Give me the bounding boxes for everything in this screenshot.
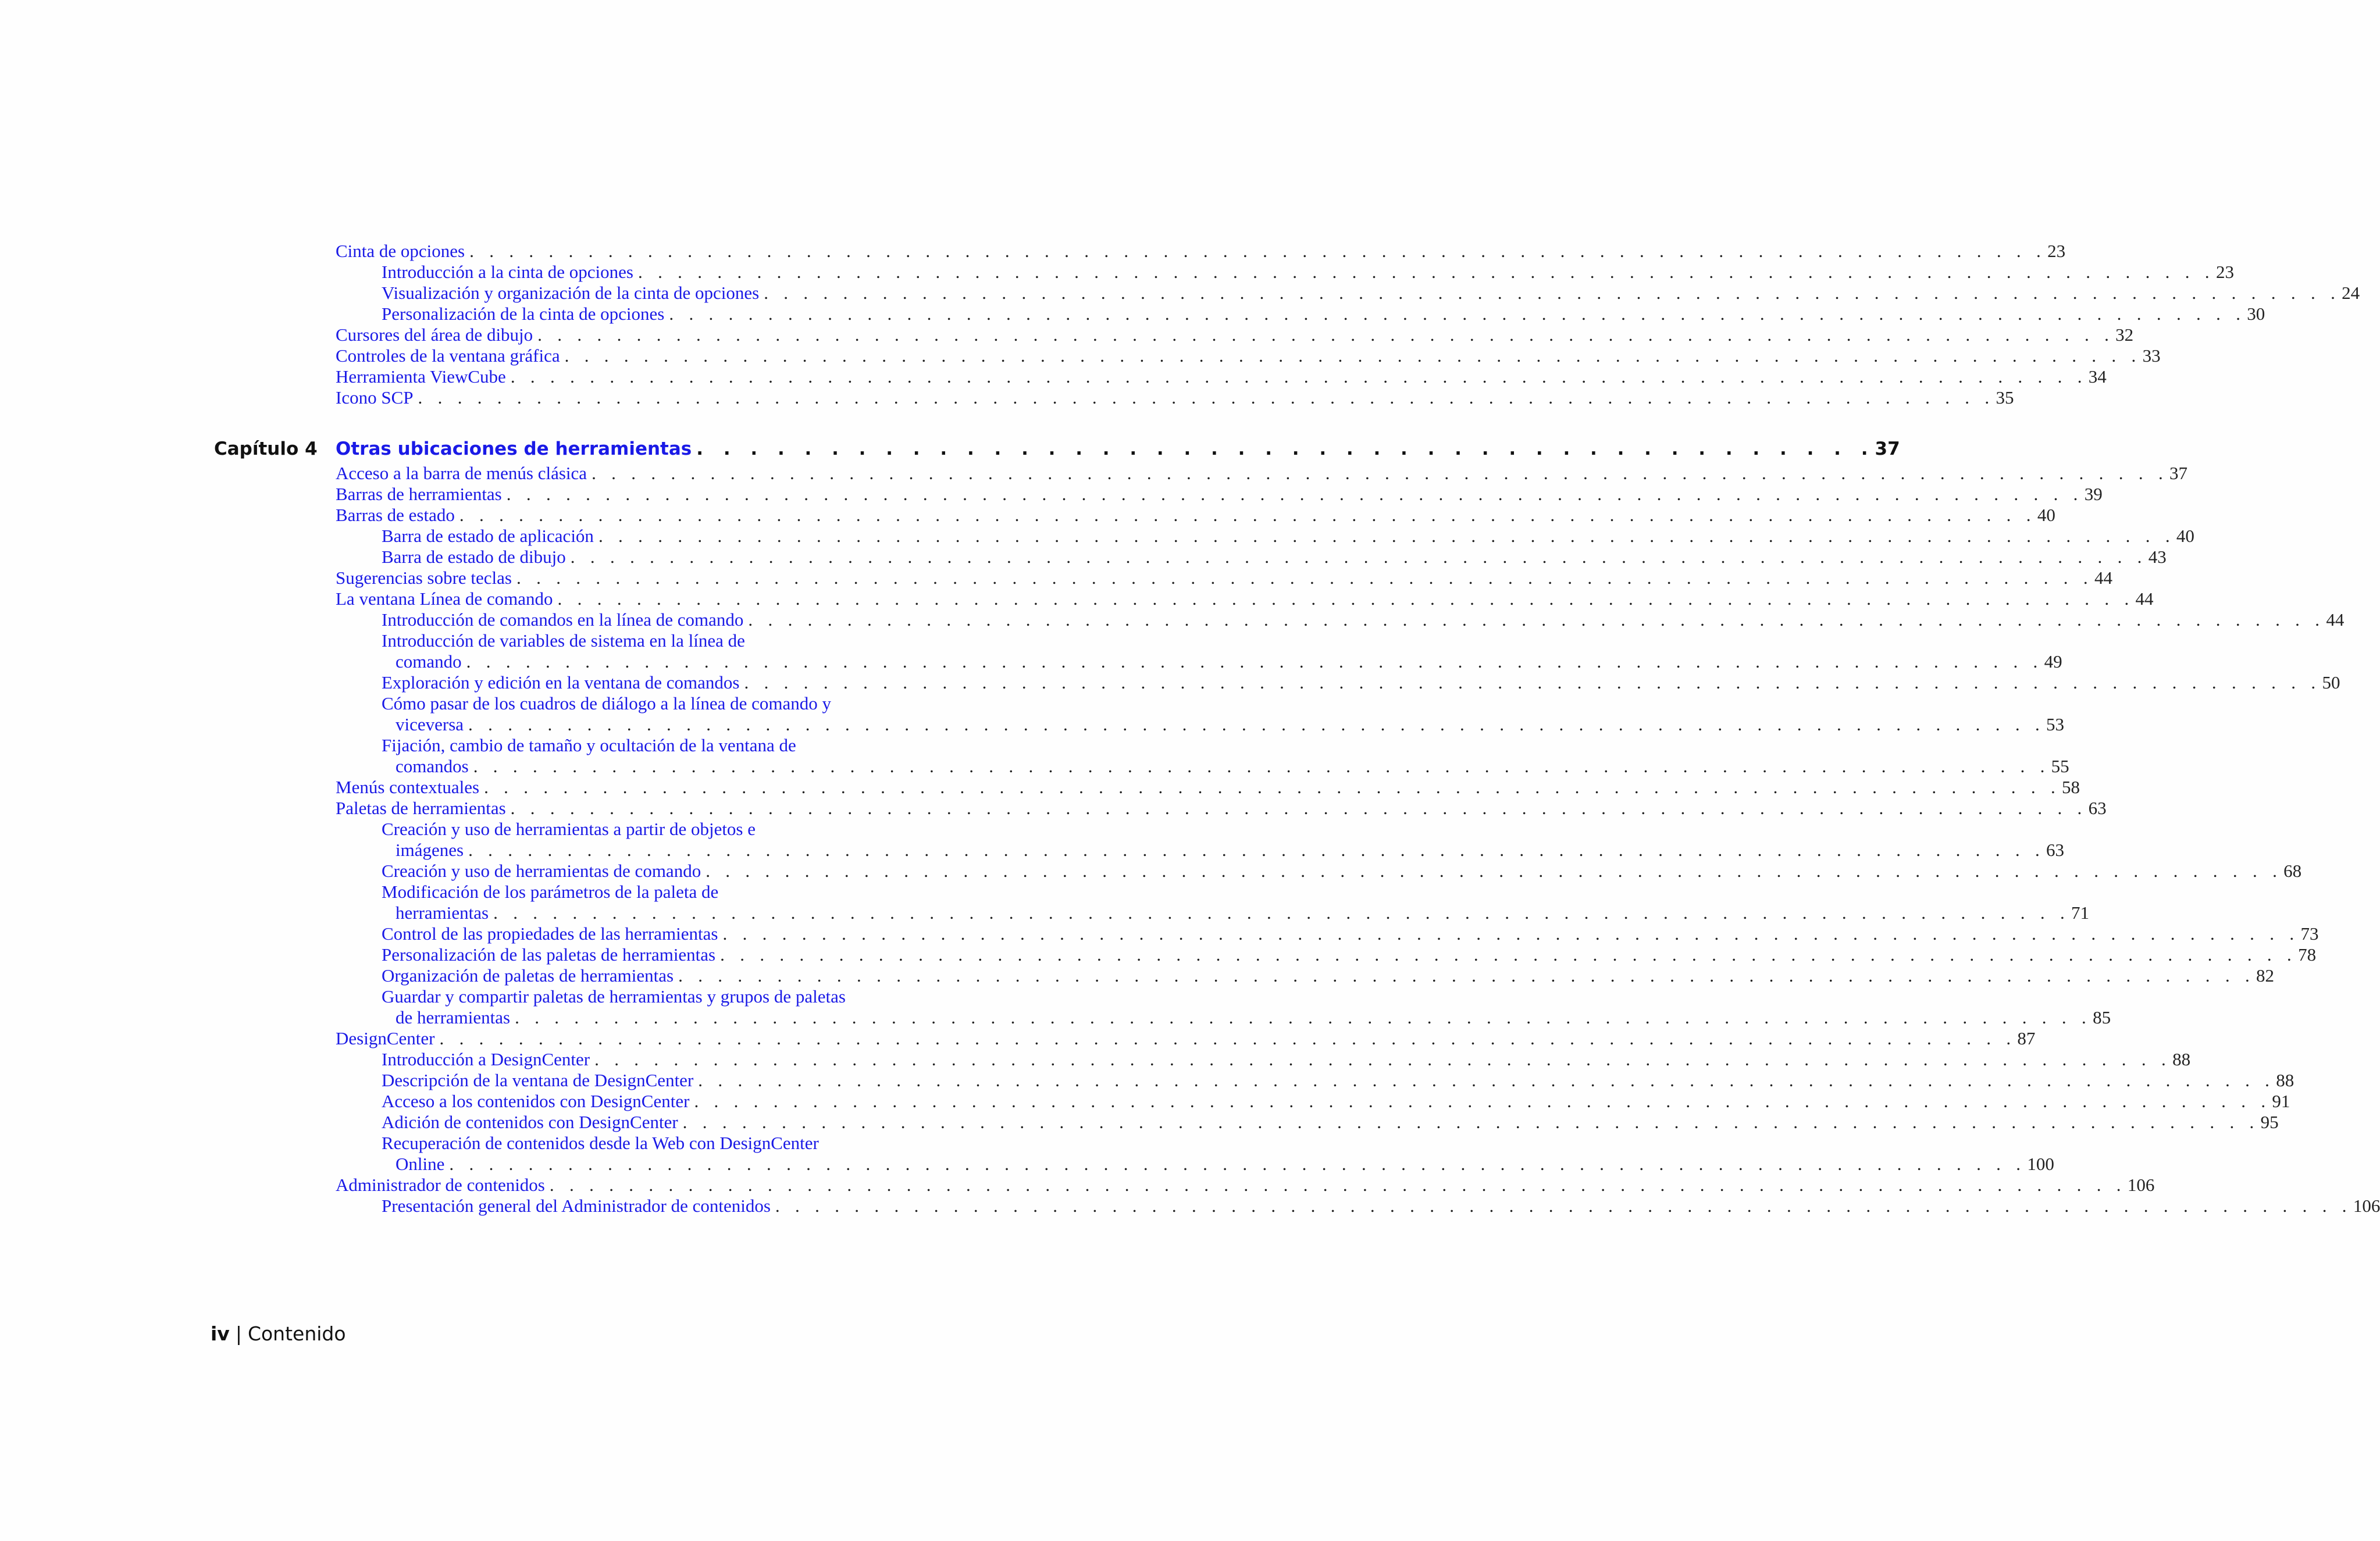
toc-entry-title[interactable]: Presentación general del Administrador de contenidos xyxy=(382,1196,771,1216)
toc-entry-page: 63 xyxy=(2088,798,2107,818)
toc-entry[interactable] xyxy=(0,324,2134,345)
toc-entry-page: 40 xyxy=(2037,505,2055,525)
dot-leader: . . . . . . . . . . . . . . . . . . . . . . . . . . . . . . . . . . . . . . . . . . . . . . . . . . . . . . . . . . . . . . . . . . . . . . . . . . . . . . . . xyxy=(473,756,2050,776)
toc-entry-title[interactable]: Visualización y organización de la cinta de opciones xyxy=(382,283,760,303)
chapter-entry[interactable] xyxy=(336,435,1900,463)
toc-entry-title[interactable]: de herramientas xyxy=(396,1007,511,1028)
toc-entry-page: 106 xyxy=(2353,1196,2380,1216)
toc-entry-page: 82 xyxy=(2256,965,2275,986)
toc-entry[interactable] xyxy=(0,923,2319,944)
toc-entry-page: 88 xyxy=(2172,1049,2191,1069)
toc-entry[interactable] xyxy=(0,366,2107,387)
toc-entry-line[interactable] xyxy=(396,714,2064,735)
toc-entry[interactable] xyxy=(0,693,1191,714)
toc-entry[interactable] xyxy=(0,526,2194,547)
toc-entry-page: 44 xyxy=(2135,588,2154,609)
toc-entry[interactable] xyxy=(0,547,2167,568)
toc-entry-page: 63 xyxy=(2046,840,2065,860)
toc-entry[interactable] xyxy=(0,1049,2191,1070)
dot-leader: . . . . . . . . . . . . . . . . . . . . . . . . . . . . . . . . . . . . . . . . . . . . . . . . . . . . . . . . . . . . . . . . . . . . . . . . . . . . . . . . xyxy=(515,1007,2092,1028)
toc-entry-line[interactable] xyxy=(396,840,2065,861)
toc-entry-line[interactable] xyxy=(336,588,2154,609)
toc-entry[interactable] xyxy=(0,1028,2036,1049)
toc-entry-title[interactable]: Personalización de la cinta de opciones xyxy=(382,304,665,324)
toc-entry-line[interactable] xyxy=(382,944,2317,965)
toc-entry-page: 55 xyxy=(2051,756,2069,776)
toc-entry-title[interactable]: comando xyxy=(396,651,462,672)
toc-entry-page: 37 xyxy=(2169,463,2188,483)
toc-entry[interactable] xyxy=(0,777,2080,798)
toc-entry-line[interactable] xyxy=(336,505,2055,526)
toc-entry-line[interactable] xyxy=(336,1175,2155,1196)
toc-entry-line[interactable] xyxy=(336,366,2107,387)
dot-leader: . . . . . . . . . . . . . . . . . . . . . . . . . . . . . . . . . . . . . . . . . . . . . . . . . . . . . . . . . . . . . . . . . . . . . . . . . . . . . . . . xyxy=(744,672,2321,693)
toc-entry-title[interactable]: Barras de estado xyxy=(336,505,455,525)
toc-entry-line[interactable] xyxy=(382,1112,2279,1133)
toc-entry[interactable] xyxy=(0,819,1191,840)
toc-entry-line[interactable] xyxy=(382,1196,2380,1217)
toc-entry-title[interactable]: Barra de estado de dibujo xyxy=(382,547,566,567)
chapter-heading xyxy=(0,435,1900,463)
toc-entry-line[interactable] xyxy=(336,241,2066,262)
toc-entry-title[interactable]: Control de las propiedades de las herramientas xyxy=(382,923,718,944)
toc-entry-title[interactable]: Cómo pasar de los cuadros de diálogo a la línea de comando y xyxy=(382,693,832,714)
toc-entry[interactable] xyxy=(0,944,2317,965)
chapter-page: 37 xyxy=(1875,438,1900,459)
toc-entry-page: 39 xyxy=(2084,484,2103,504)
dot-leader: . . . . . . . . . . . . . . . . . . . . . . . . . . . . . . . . . . . . . . . . . . . . . . . . . . . . . . . . . . . . . . . . . . . . . . . . . . . . . . . . xyxy=(506,484,2083,504)
toc-entry-page: 44 xyxy=(2094,568,2112,588)
toc-entry-title[interactable]: La ventana Línea de comando xyxy=(336,588,553,609)
dot-leader: . . . . . . . . . . . . . . . . . . . . . . . . . . . . . . . . . . . . . . . . . . . . . . . . . . . . . . . . . . . . . . . . . . . . . . . . . . . . . . . . xyxy=(510,366,2087,387)
dot-leader: . . . . . . . . . . . . . . . . . . . . . . . . . . . . . . . . . . . . . . . . . . . . . . . . . . . . . . . . . . . . . . . . . . . . . . . . . . . . . . . . xyxy=(418,387,1995,408)
toc-entry[interactable] xyxy=(0,756,2069,777)
toc-entry-title[interactable]: viceversa xyxy=(396,714,464,734)
toc-entry[interactable] xyxy=(0,463,2188,484)
toc-entry-line[interactable] xyxy=(336,484,2103,505)
toc-entry-page: 23 xyxy=(2215,262,2234,282)
toc-entry-page: 53 xyxy=(2046,714,2064,734)
toc-entry-page: 106 xyxy=(2127,1175,2155,1195)
toc-entry-page: 85 xyxy=(2093,1007,2111,1028)
toc-entry[interactable] xyxy=(0,630,1191,651)
dot-leader: . . . . . . . . . . . . . . . . . . . . . . . . . . . . . . . . . . . . . . . . . . . . . . . . . . . . . . . . . . . . . . . . . . . . . . . . . . . . . . . . xyxy=(698,1070,2275,1090)
dot-leader: . . . . . . . . . . . . . . . . . . . . . . . . . . . . . . . . . . . . . . . . . . . . . . . . . . . . . . . . . . . . . . . . . . . . . . . . . . . . . . . . xyxy=(592,463,2169,483)
toc-entry[interactable] xyxy=(0,735,1191,756)
toc-entry-title[interactable]: Introducción a la cinta de opciones xyxy=(382,262,633,282)
toc-entry[interactable] xyxy=(0,965,2275,986)
toc-entry[interactable] xyxy=(0,651,2062,672)
toc-entry[interactable] xyxy=(0,1154,2054,1175)
toc-entry-line[interactable] xyxy=(336,1028,2036,1049)
toc-entry-line[interactable] xyxy=(382,547,2167,568)
toc-entry-line[interactable] xyxy=(396,756,2069,777)
toc-entry[interactable] xyxy=(0,1112,2279,1133)
toc-entry-line[interactable] xyxy=(382,672,2340,693)
toc-entry-title[interactable]: Creación y uso de herramientas de comando xyxy=(382,861,701,881)
footer-section: Contenido xyxy=(247,1322,346,1345)
toc-entry-line[interactable] xyxy=(336,777,2080,798)
toc-entry-title[interactable]: Menús contextuales xyxy=(336,777,480,797)
dot-leader: . . . . . . . . . . . . . . . . . . . . . . . . . . . . . . . . . . . . . . . . . . . . . . . . . . . . . . . . . . . . . . . . . . . . . . . . . . . . . . . . xyxy=(449,1154,2026,1174)
toc-entry-line[interactable] xyxy=(336,345,2161,366)
toc-entry[interactable] xyxy=(0,484,2103,505)
toc-entry[interactable] xyxy=(0,903,2090,923)
toc-entry-page: 35 xyxy=(1996,387,2014,408)
toc-entry-page: 71 xyxy=(2071,903,2090,923)
chapter-label: Capítulo 4 xyxy=(214,438,318,459)
toc-entry-page: 68 xyxy=(2283,861,2302,881)
dot-leader: . . . . . . . . . . . . . . . . . . . . . . . . . . . . . . . . . . . . . . . . . . . . . . . . . . . . . . . . . . . . . . . . . . . . . . . . . . . . . . . . xyxy=(439,1028,2016,1048)
toc-entry-line[interactable] xyxy=(336,324,2134,345)
toc-entry[interactable] xyxy=(0,714,2064,735)
toc-entry-title[interactable]: Acceso a los contenidos con DesignCenter xyxy=(382,1091,690,1111)
toc-entry[interactable] xyxy=(0,1133,1191,1154)
toc-entry-title[interactable]: Administrador de contenidos xyxy=(336,1175,545,1195)
dot-leader: . . . . . . . . . . . . . . . . . . . . . . . . . . . . . . . . . . . . . . . . . . . . . . . . . . . . . . . . . . . . . . . . . . . . . . . . . . . . . . . . xyxy=(764,283,2341,303)
table-of-contents xyxy=(0,241,2380,1217)
toc-entry-line[interactable] xyxy=(336,798,2107,819)
toc-entry-page: 91 xyxy=(2272,1091,2290,1111)
dot-leader: . . . . . . . . . . . . . . . . . . . . . . . . . . . . . . . . . . . . . . . . . . . . . . . . . . . . . . . . . . . . . . . . . . . . . . . . . . . . . . . . xyxy=(694,1091,2271,1111)
toc-entry-page: 32 xyxy=(2115,324,2134,345)
toc-entry-page: 95 xyxy=(2260,1112,2279,1132)
toc-entry-line[interactable] xyxy=(336,568,2112,588)
toc-entry-page: 49 xyxy=(2044,651,2062,672)
toc-entry-title[interactable]: Recuperación de contenidos desde la Web con DesignCenter xyxy=(382,1133,819,1153)
toc-entry-line[interactable] xyxy=(396,1007,2111,1028)
toc-entry-title[interactable]: comandos xyxy=(396,756,469,776)
dot-leader: . . . . . . . . . . . . . . . . . . . . . . . . . . . . . . . . . . . . . . . . . . . . . . . . . . . . . . . . . . . . . . . . . . . . . . . . . . . . . . . . xyxy=(720,944,2297,965)
toc-entry[interactable] xyxy=(0,672,2340,693)
toc-entry[interactable] xyxy=(0,1091,2290,1112)
toc-entry[interactable] xyxy=(0,1196,2380,1217)
toc-entry[interactable] xyxy=(0,986,1191,1007)
toc-entry-line[interactable] xyxy=(336,463,2188,484)
toc-entry-page: 33 xyxy=(2142,345,2161,366)
toc-entry[interactable] xyxy=(0,798,2107,819)
toc-entry-page: 40 xyxy=(2176,526,2194,546)
toc-entry-title[interactable]: Barras de herramientas xyxy=(336,484,502,504)
toc-section-a xyxy=(0,241,2360,408)
dot-leader: . . . . . . . . . . . . . . . . . . . . . . . . . . . . . . . . . . . . . . . . . . . . . . . . . . . . . . . . . . . . . . . . . . . . . . . . . . . . . . . . xyxy=(722,923,2300,944)
toc-entry-line[interactable] xyxy=(382,304,2265,324)
toc-entry-title[interactable]: Adición de contenidos con DesignCenter xyxy=(382,1112,678,1132)
dot-leader: . . . . . . . . . . . . . . . . . . . . . . . . . . . . . . . . . . . . . . . . . . . . . . . . . . . . . . . . . . . . . . . . . . . . . . . . . . . . . . . . xyxy=(549,1175,2126,1195)
toc-entry[interactable] xyxy=(0,387,2014,408)
dot-leader: . . . . . . . . . . . . . . . . . . . . . . . . . . . . . . . . . . . . . . . . . . . . . . . . . . . . . . . . . . . . . . . . . . . . . . . . . . . . . . . . xyxy=(748,609,2325,630)
dot-leader: . . . . . . . . . . . . . . . . . . . . . . . . . . . . . . . . . . . . . . . . . . . . . . . . . . . . . . . . . . . . . . . . . . . . . . . . . . . . . . . . xyxy=(706,861,2283,881)
dot-leader: . . . . . . . . . . . . . . . . . . . . . . . . . . . . . . . . . . . . . . . . . . . . . . . . . . . . . . . . . . . . . . . . . . . . . . . . . . . . . . . . xyxy=(516,568,2093,588)
dot-leader: . . . . . . . . . . . . . . . . . . . . . . . . . . . . . . . . . . . . . . . . . . . . . . . . . . . . . . . . . . . . . . . . . . . . . . . . . . . . . . . . xyxy=(594,1049,2172,1069)
toc-entry-page: 87 xyxy=(2017,1028,2036,1048)
dot-leader: . . . . . . . . . . . . . . . . . . . . . . . . . . . . . . . . . . . . . . . . . . . . . . . . . . . . . . . . . . . . . . . . . . . . . . . . . . . . . . . . xyxy=(537,324,2115,345)
toc-entry-title[interactable]: Exploración y edición en la ventana de comandos xyxy=(382,672,740,693)
toc-entry-line[interactable] xyxy=(382,609,2345,630)
toc-entry-line[interactable] xyxy=(382,526,2194,547)
toc-entry-page: 58 xyxy=(2062,777,2080,797)
toc-entry-title[interactable]: Online xyxy=(396,1154,445,1174)
toc-entry-line[interactable] xyxy=(382,1070,2295,1091)
toc-entry-line[interactable] xyxy=(382,923,2319,944)
toc-entry-title[interactable]: imágenes xyxy=(396,840,464,860)
dot-leader: . . . . . . . . . . . . . . . . . . . . . . . . . . . . . . . . . . . . . . . . . . . . . . . . . . . . . . . . . . . . . . . . . . . . . . . . . . . . . . . . xyxy=(469,241,2047,261)
toc-entry-line[interactable] xyxy=(336,387,2014,408)
footer-page-number: iv xyxy=(211,1322,230,1345)
toc-entry-page: 44 xyxy=(2326,609,2345,630)
toc-entry[interactable] xyxy=(0,609,2345,630)
toc-entry-line[interactable] xyxy=(382,283,2360,304)
dot-leader: . . . . . . . . . . . . . . . . . . . . . . . . . . . . . . . . . . . . . . . . . . . . . . . . . . . . . . . . . . . . . . . . . . . . . . . . . . . . . . . . xyxy=(484,777,2061,797)
toc-entry[interactable] xyxy=(0,861,2302,882)
toc-entry-title[interactable]: Introducción de comandos en la línea de comando xyxy=(382,609,744,630)
toc-entry-title[interactable]: Organización de paletas de herramientas xyxy=(382,965,674,986)
toc-entry-title[interactable]: herramientas xyxy=(396,903,489,923)
toc-entry-page: 34 xyxy=(2088,366,2107,387)
toc-entry[interactable] xyxy=(0,241,2066,262)
toc-entry-title[interactable]: Controles de la ventana gráfica xyxy=(336,345,560,366)
dot-leader: . . . . . . . . . . . . . . . . . . . . . . . . . . . . . . . . . . . . . . . . . . . . . . . . . . . . . . . . . . . . . . . . . . . . . . . . . . . . . . . . xyxy=(468,714,2045,734)
toc-entry-page: 73 xyxy=(2300,923,2319,944)
toc-entry-line[interactable] xyxy=(396,1154,2054,1175)
toc-entry-page: 43 xyxy=(2148,547,2167,567)
toc-entry-page: 78 xyxy=(2298,944,2317,965)
toc-entry-line[interactable] xyxy=(382,1049,2191,1070)
toc-entry-line[interactable] xyxy=(382,861,2302,882)
toc-entry-line[interactable] xyxy=(382,262,2234,283)
toc-entry-page: 88 xyxy=(2276,1070,2295,1090)
dot-leader: . . . . . . . . . . . . . . . . . . . . . . . . . . . . . . . . . . . . . . . . . . . . . . . . . . . . . . . . . . . . . . . . . . . . . . . . . . . . . . . . xyxy=(682,1112,2260,1132)
toc-entry-title[interactable]: Introducción de variables de sistema en la línea de xyxy=(382,630,745,651)
toc-entry[interactable] xyxy=(0,262,2234,283)
toc-entry-line[interactable] xyxy=(382,965,2275,986)
toc-entry-line[interactable] xyxy=(396,651,2062,672)
toc-entry-title[interactable]: Creación y uso de herramientas a partir de objetos e xyxy=(382,819,756,839)
toc-entry-title[interactable]: Introducción a DesignCenter xyxy=(382,1049,590,1069)
dot-leader: . . . . . . . . . . . . . . . . . . . . . . . . . . . . . . . . . . . . . . . . . . . . . . . . . . . . . . . . . . . . . . . . . . . . . . . . . . . . . . . . xyxy=(466,651,2043,672)
toc-entry-title[interactable]: Cinta de opciones xyxy=(336,241,465,261)
toc-entry-page: 50 xyxy=(2322,672,2340,693)
toc-entry-title[interactable]: Guardar y compartir paletas de herramientas y grupos de paletas xyxy=(382,986,846,1007)
toc-entry-line[interactable] xyxy=(382,1091,2290,1112)
toc-entry-title[interactable]: Modificación de los parámetros de la paleta de xyxy=(382,882,719,902)
dot-leader: . . . . . . . . . . . . . . . . . . . . . . . . . . . . . . . . . . . . . . . . . . . . . . . . . . . . . . . . . . . . . . . . . . . . . . . . . . . . . . . . xyxy=(775,1196,2352,1216)
page-footer xyxy=(211,1322,346,1345)
toc-section-b xyxy=(0,463,2380,1217)
toc-entry-title[interactable]: Paletas de herramientas xyxy=(336,798,506,818)
toc-entry[interactable] xyxy=(0,840,2065,861)
footer-separator: | xyxy=(235,1322,242,1345)
toc-entry[interactable] xyxy=(0,1070,2295,1091)
toc-entry-line[interactable] xyxy=(396,903,2090,923)
toc-entry[interactable] xyxy=(0,1175,2155,1196)
toc-entry[interactable] xyxy=(0,882,1191,903)
toc-entry-title[interactable]: Sugerencias sobre teclas xyxy=(336,568,512,588)
toc-entry-title[interactable]: DesignCenter xyxy=(336,1028,435,1048)
toc-entry-page: 24 xyxy=(2342,283,2360,303)
dot-leader: . . . . . . . . . . . . . . . . . . . . . . . . . . . . . . . . . . . . . . . . . . . . . . . . . . . . . . . . . . . . . . . . . . . . . . . . . . . . . . . . xyxy=(669,304,2246,324)
dot-leader: . . . . . . . . . . . . . . . . . . . . . . . . . . . . . . . . . . . . . . . . . . . . . . . . . . . . . . . . . . . . . . . . . . . . . . . . . . . . . . . . xyxy=(637,262,2215,282)
dot-leader: . . . . . . . . . . . . . . . . . . . . . . . . . . . . . . . . . . . . . . . . . . . . . . . . . . . . . . . . . . . . . . . . . . . . . . . . . . . . . . . . xyxy=(510,798,2087,818)
chapter-title[interactable]: Otras ubicaciones de herramientas xyxy=(336,438,692,459)
toc-entry[interactable] xyxy=(0,1007,2111,1028)
toc-entry-title[interactable]: Personalización de las paletas de herramientas xyxy=(382,944,716,965)
dot-leader: . . . . . . . . . . . . . . . . . . . . . . . . . . . . . . . . . . . . . . . . . . . . . . . . . . . . . . . . . . . . . . . . . . . . . . . . . . . . . . . . xyxy=(564,345,2142,366)
dot-leader: . . . . . . . . . . . . . . . . . . . . . . . . . . . . . . . . . . . . . . . . . . . . . . . . . . . . . . . . . . . . . . . . . . . . . . . . . . . . . . . . xyxy=(459,505,2036,525)
toc-entry-title[interactable]: Icono SCP xyxy=(336,387,414,408)
toc-entry[interactable] xyxy=(0,505,2055,526)
toc-entry-title[interactable]: Fijación, cambio de tamaño y ocultación de la ventana de xyxy=(382,735,796,755)
toc-entry[interactable] xyxy=(0,588,2154,609)
dot-leader: . . . . . . . . . . . . . . . . . . . . . . . . . . . . . . . . . . . . . . . . . . . . . . . . . . . . . . . . . . . . . . . . . . . . . . . . . . . . . . . . xyxy=(557,588,2135,609)
dot-leader: . . . . . . . . . . . . . . . . . . . . . . . . . . . . . . . . . . . . . . . . . . . . . . . . . . . . . . . . . . . . . . . . . . . . . . . . . . . . . . . . xyxy=(598,526,2175,546)
dot-leader: . . . . . . . . . . . . . . . . . . . . . . . . . . . . . . . . . . . . . . . . . . . . . . . . . . . . . . . . . . . . . . . . . . . . . . . . . . . . . . . . xyxy=(468,840,2046,860)
toc-entry-page: 30 xyxy=(2247,304,2265,324)
toc-entry-page: 100 xyxy=(2027,1154,2054,1174)
toc-entry-title[interactable]: Herramienta ViewCube xyxy=(336,366,506,387)
toc-entry[interactable] xyxy=(0,283,2360,304)
toc-entry[interactable] xyxy=(0,345,2161,366)
toc-entry-title[interactable]: Barra de estado de aplicación xyxy=(382,526,594,546)
dot-leader: . . . . . . . . . . . . . . . . . . . . . . . . . . . . . . . . . . . . . . . . . . . . . . . . . . . . . . . . . . . . . . . . . . . . . . . . . . . . . . . . xyxy=(678,965,2256,986)
toc-entry[interactable] xyxy=(0,568,2112,588)
dot-leader: . . . . . . . . . . . . . . . . . . . . . . . . . . . . . . . . . . . . . . . . . . . . . . . . . . . . . . . . . . . . . . . . . . . . . . . . . . . . . . . . xyxy=(493,903,2071,923)
toc-entry[interactable] xyxy=(0,304,2265,324)
toc-entry-title[interactable]: Acceso a la barra de menús clásica xyxy=(336,463,587,483)
toc-entry-title[interactable]: Cursores del área de dibujo xyxy=(336,324,533,345)
toc-entry-page: 23 xyxy=(2047,241,2066,261)
toc-entry-title[interactable]: Descripción de la ventana de DesignCenter xyxy=(382,1070,694,1090)
chapter-leader: . . . . . . . . . . . . . . . . . . . . . . . . . . . . . . . . . . . . . . . . . . . . xyxy=(696,438,1875,459)
dot-leader: . . . . . . . . . . . . . . . . . . . . . . . . . . . . . . . . . . . . . . . . . . . . . . . . . . . . . . . . . . . . . . . . . . . . . . . . . . . . . . . . xyxy=(570,547,2147,567)
